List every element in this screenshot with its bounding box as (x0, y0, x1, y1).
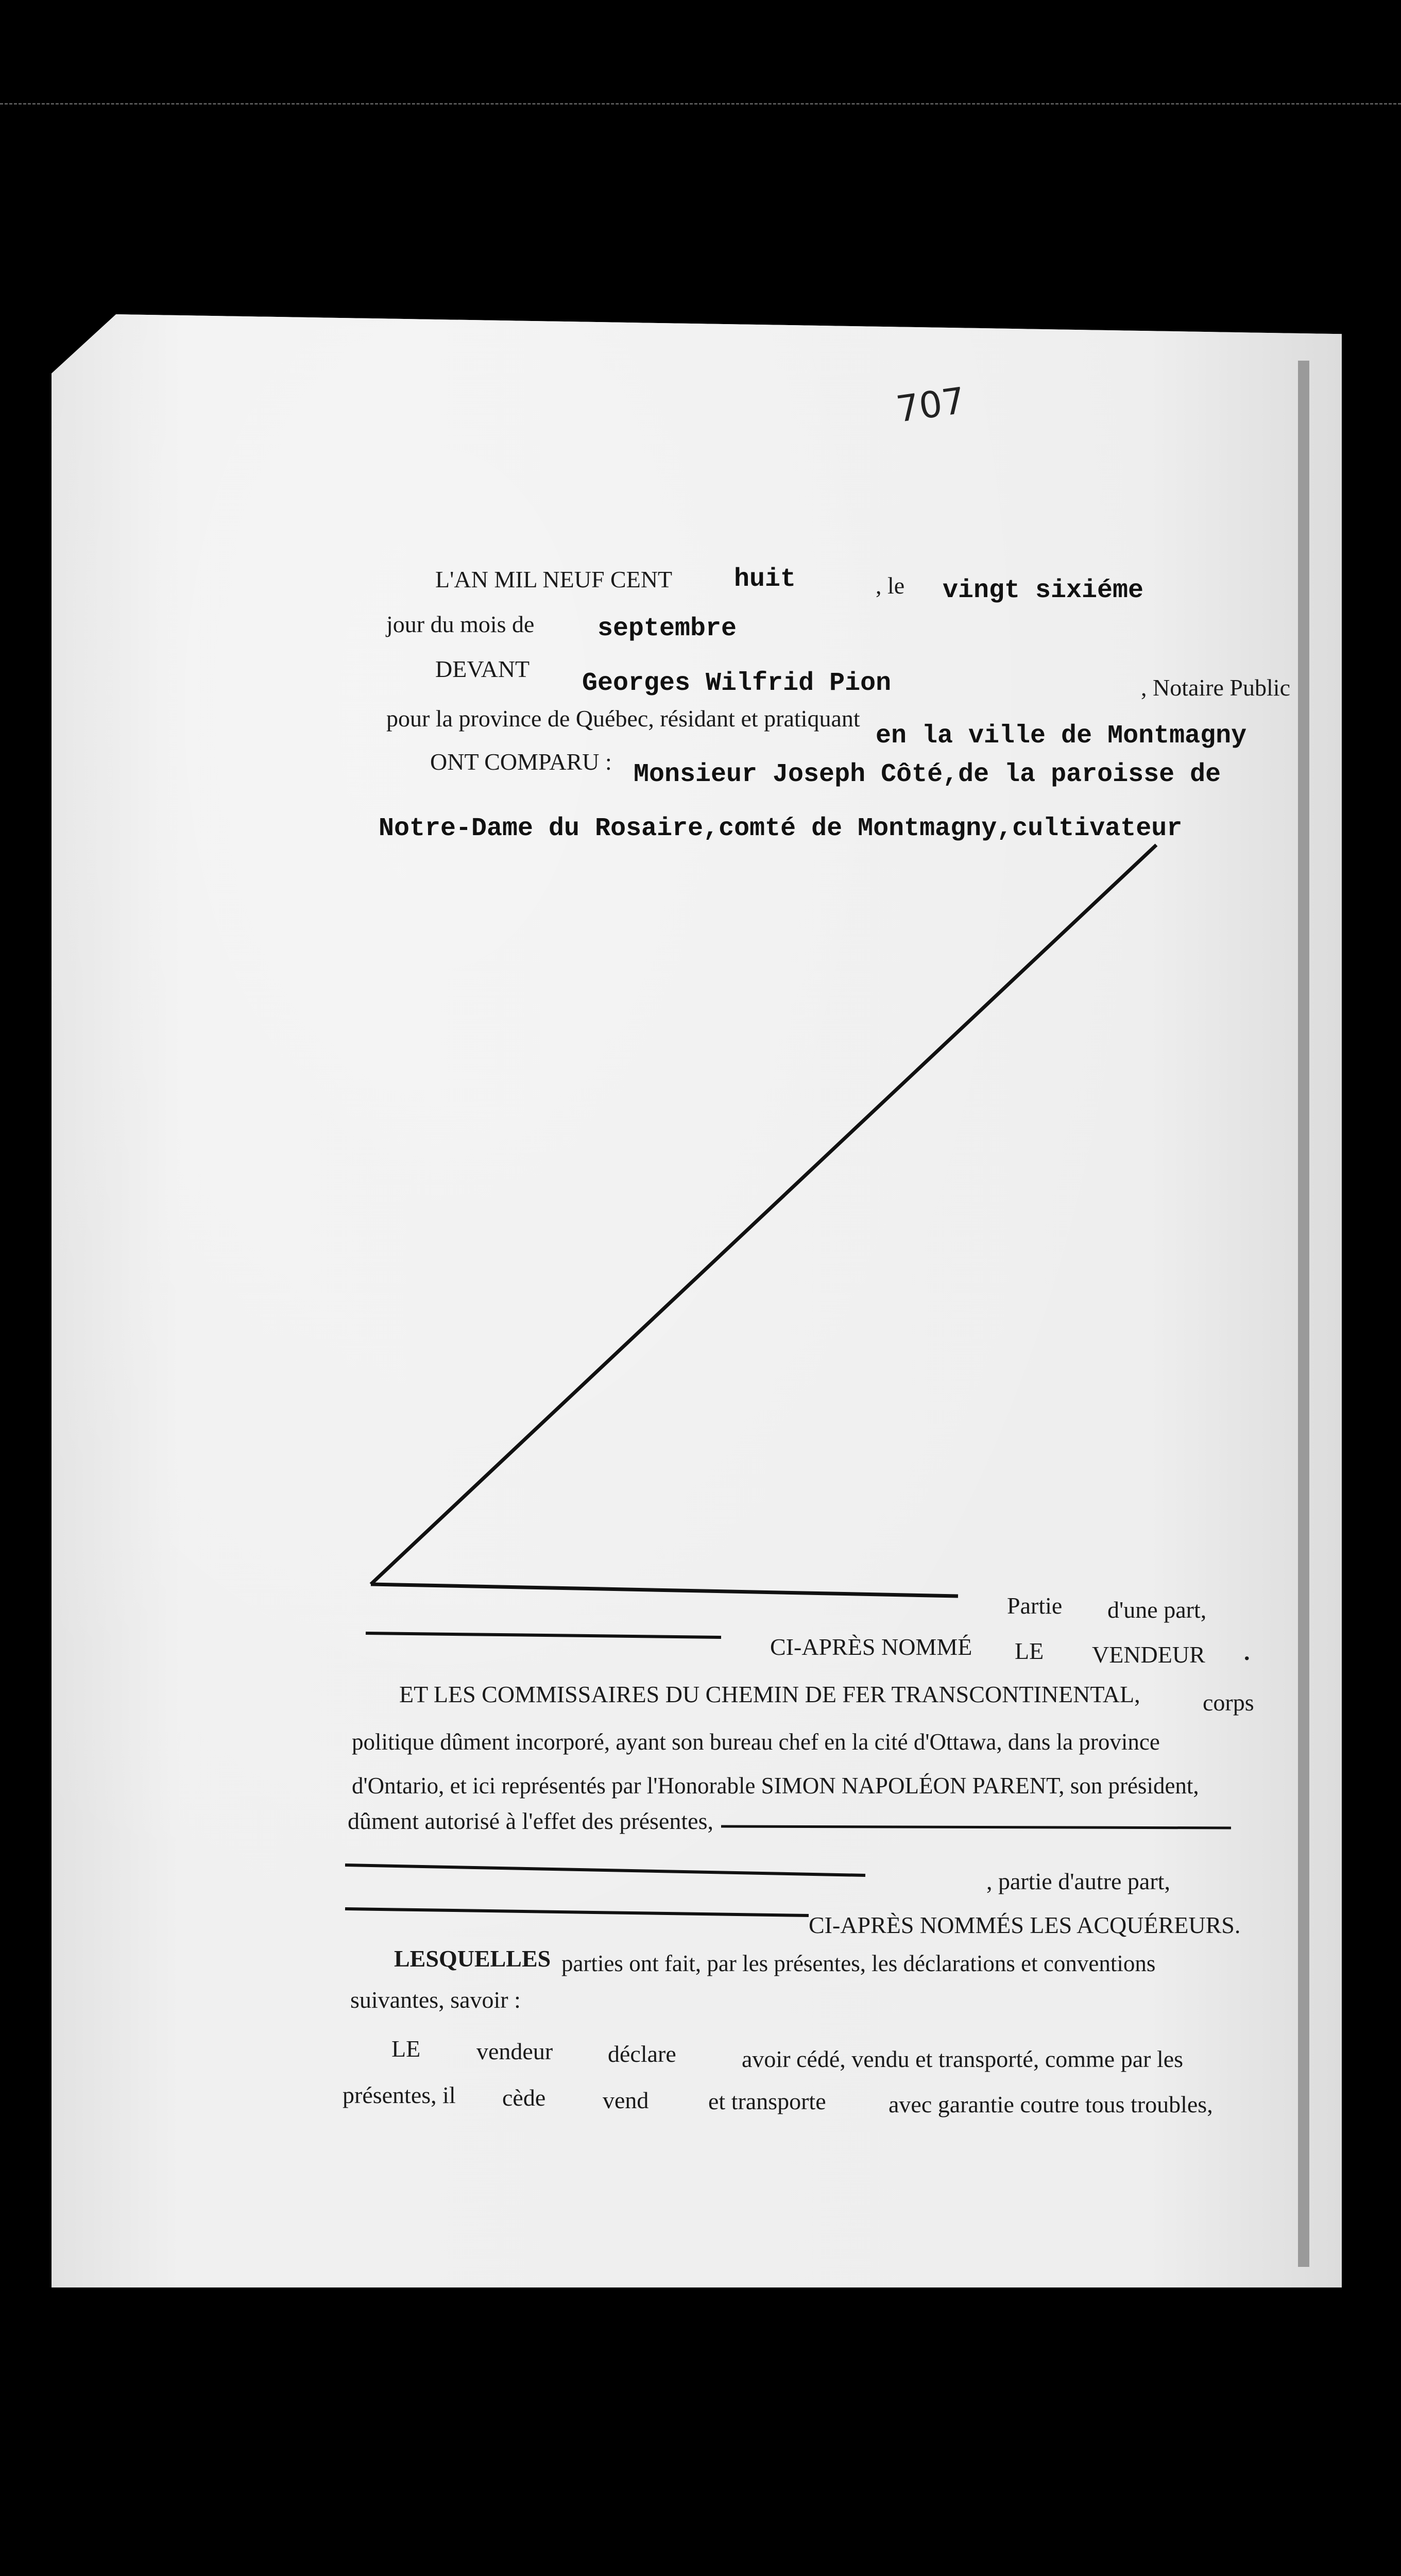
body-vendeur: vendeur (476, 2038, 553, 2064)
body-line-3: avoir cédé, vendu et transporté, comme par les (742, 2046, 1184, 2072)
ont-comparu-label: ONT COMPARU : (430, 749, 612, 775)
year-value: huit (734, 565, 796, 594)
buyers-line-2: politique dûment incorporé, ayant son bureau chef en la cité d'Ottawa, dans la province (352, 1729, 1160, 1755)
buyer-blank-line-3 (345, 1909, 809, 1916)
buyer-blank-line-2 (345, 1865, 865, 1875)
devant-label: DEVANT (435, 656, 530, 682)
buyers-line-3: d'Ontario, et ici représentés par l'Honorable SIMON NAPOLÉON PARENT, son président, (352, 1773, 1199, 1799)
vendor-blank-line (366, 1633, 721, 1637)
buyers-line-4: dûment autorisé à l'effet des présentes, (348, 1808, 713, 1834)
vendeur-label: VENDEUR (1092, 1641, 1205, 1668)
corps-label: corps (1203, 1689, 1254, 1716)
day-value: vingt sixiéme (943, 576, 1144, 605)
partie-label: Partie (1007, 1592, 1063, 1619)
vendor-period: . (1244, 1639, 1250, 1665)
notaire-public-label: , Notaire Public (1141, 674, 1290, 701)
month-label: jour du mois de (386, 611, 535, 637)
buyers-line-1: ET LES COMMISSAIRES DU CHEMIN DE FER TRANSCONTINENTAL, (399, 1681, 1140, 1707)
horizontal-strike-line (371, 1584, 958, 1596)
body-vend: vend (603, 2087, 649, 2113)
le-vendeur-article: LE (1015, 1638, 1044, 1664)
diagonal-strike-line (371, 845, 1156, 1584)
month-value: septembre (597, 614, 737, 643)
ci-apres-nomme-label: CI-APRÈS NOMMÉ (770, 1634, 972, 1660)
body-transporte: et transporte (708, 2088, 826, 2114)
notary-name: Georges Wilfrid Pion (582, 669, 892, 698)
body-line-1: parties ont fait, par les présentes, les déclarations et conventions (561, 1951, 1156, 1976)
une-part-label: d'une part, (1107, 1597, 1207, 1623)
ci-apres-acquereurs-label: CI-APRÈS NOMMÉS LES ACQUÉREURS. (809, 1912, 1241, 1938)
body-line-4a: présentes, il (343, 2082, 456, 2108)
body-line-4b: avec garantie coutre tous troubles, (889, 2091, 1213, 2117)
party-description-line-1: Monsieur Joseph Côté,de la paroisse de (634, 760, 1221, 789)
date-intro-label: L'AN MIL NEUF CENT (435, 566, 673, 592)
page-number: 707 (893, 379, 968, 431)
body-le: LE (391, 2036, 421, 2062)
body-line-2: suivantes, savoir : (350, 1987, 521, 2013)
le-label: , le (876, 572, 905, 599)
autre-part-label: , partie d'autre part, (986, 1868, 1170, 1894)
lesquelles-label: LESQUELLES (394, 1945, 551, 1972)
body-cede: cède (502, 2084, 546, 2111)
buyer-blank-line-1 (721, 1826, 1231, 1828)
party-description-line-2: Notre-Dame du Rosaire,comté de Montmagny,cultivateur (379, 814, 1183, 843)
residence-value: en la ville de Montmagny (876, 721, 1247, 751)
body-declare: déclare (608, 2041, 676, 2067)
residence-label: pour la province de Québec, résidant et pratiquant (386, 705, 860, 732)
